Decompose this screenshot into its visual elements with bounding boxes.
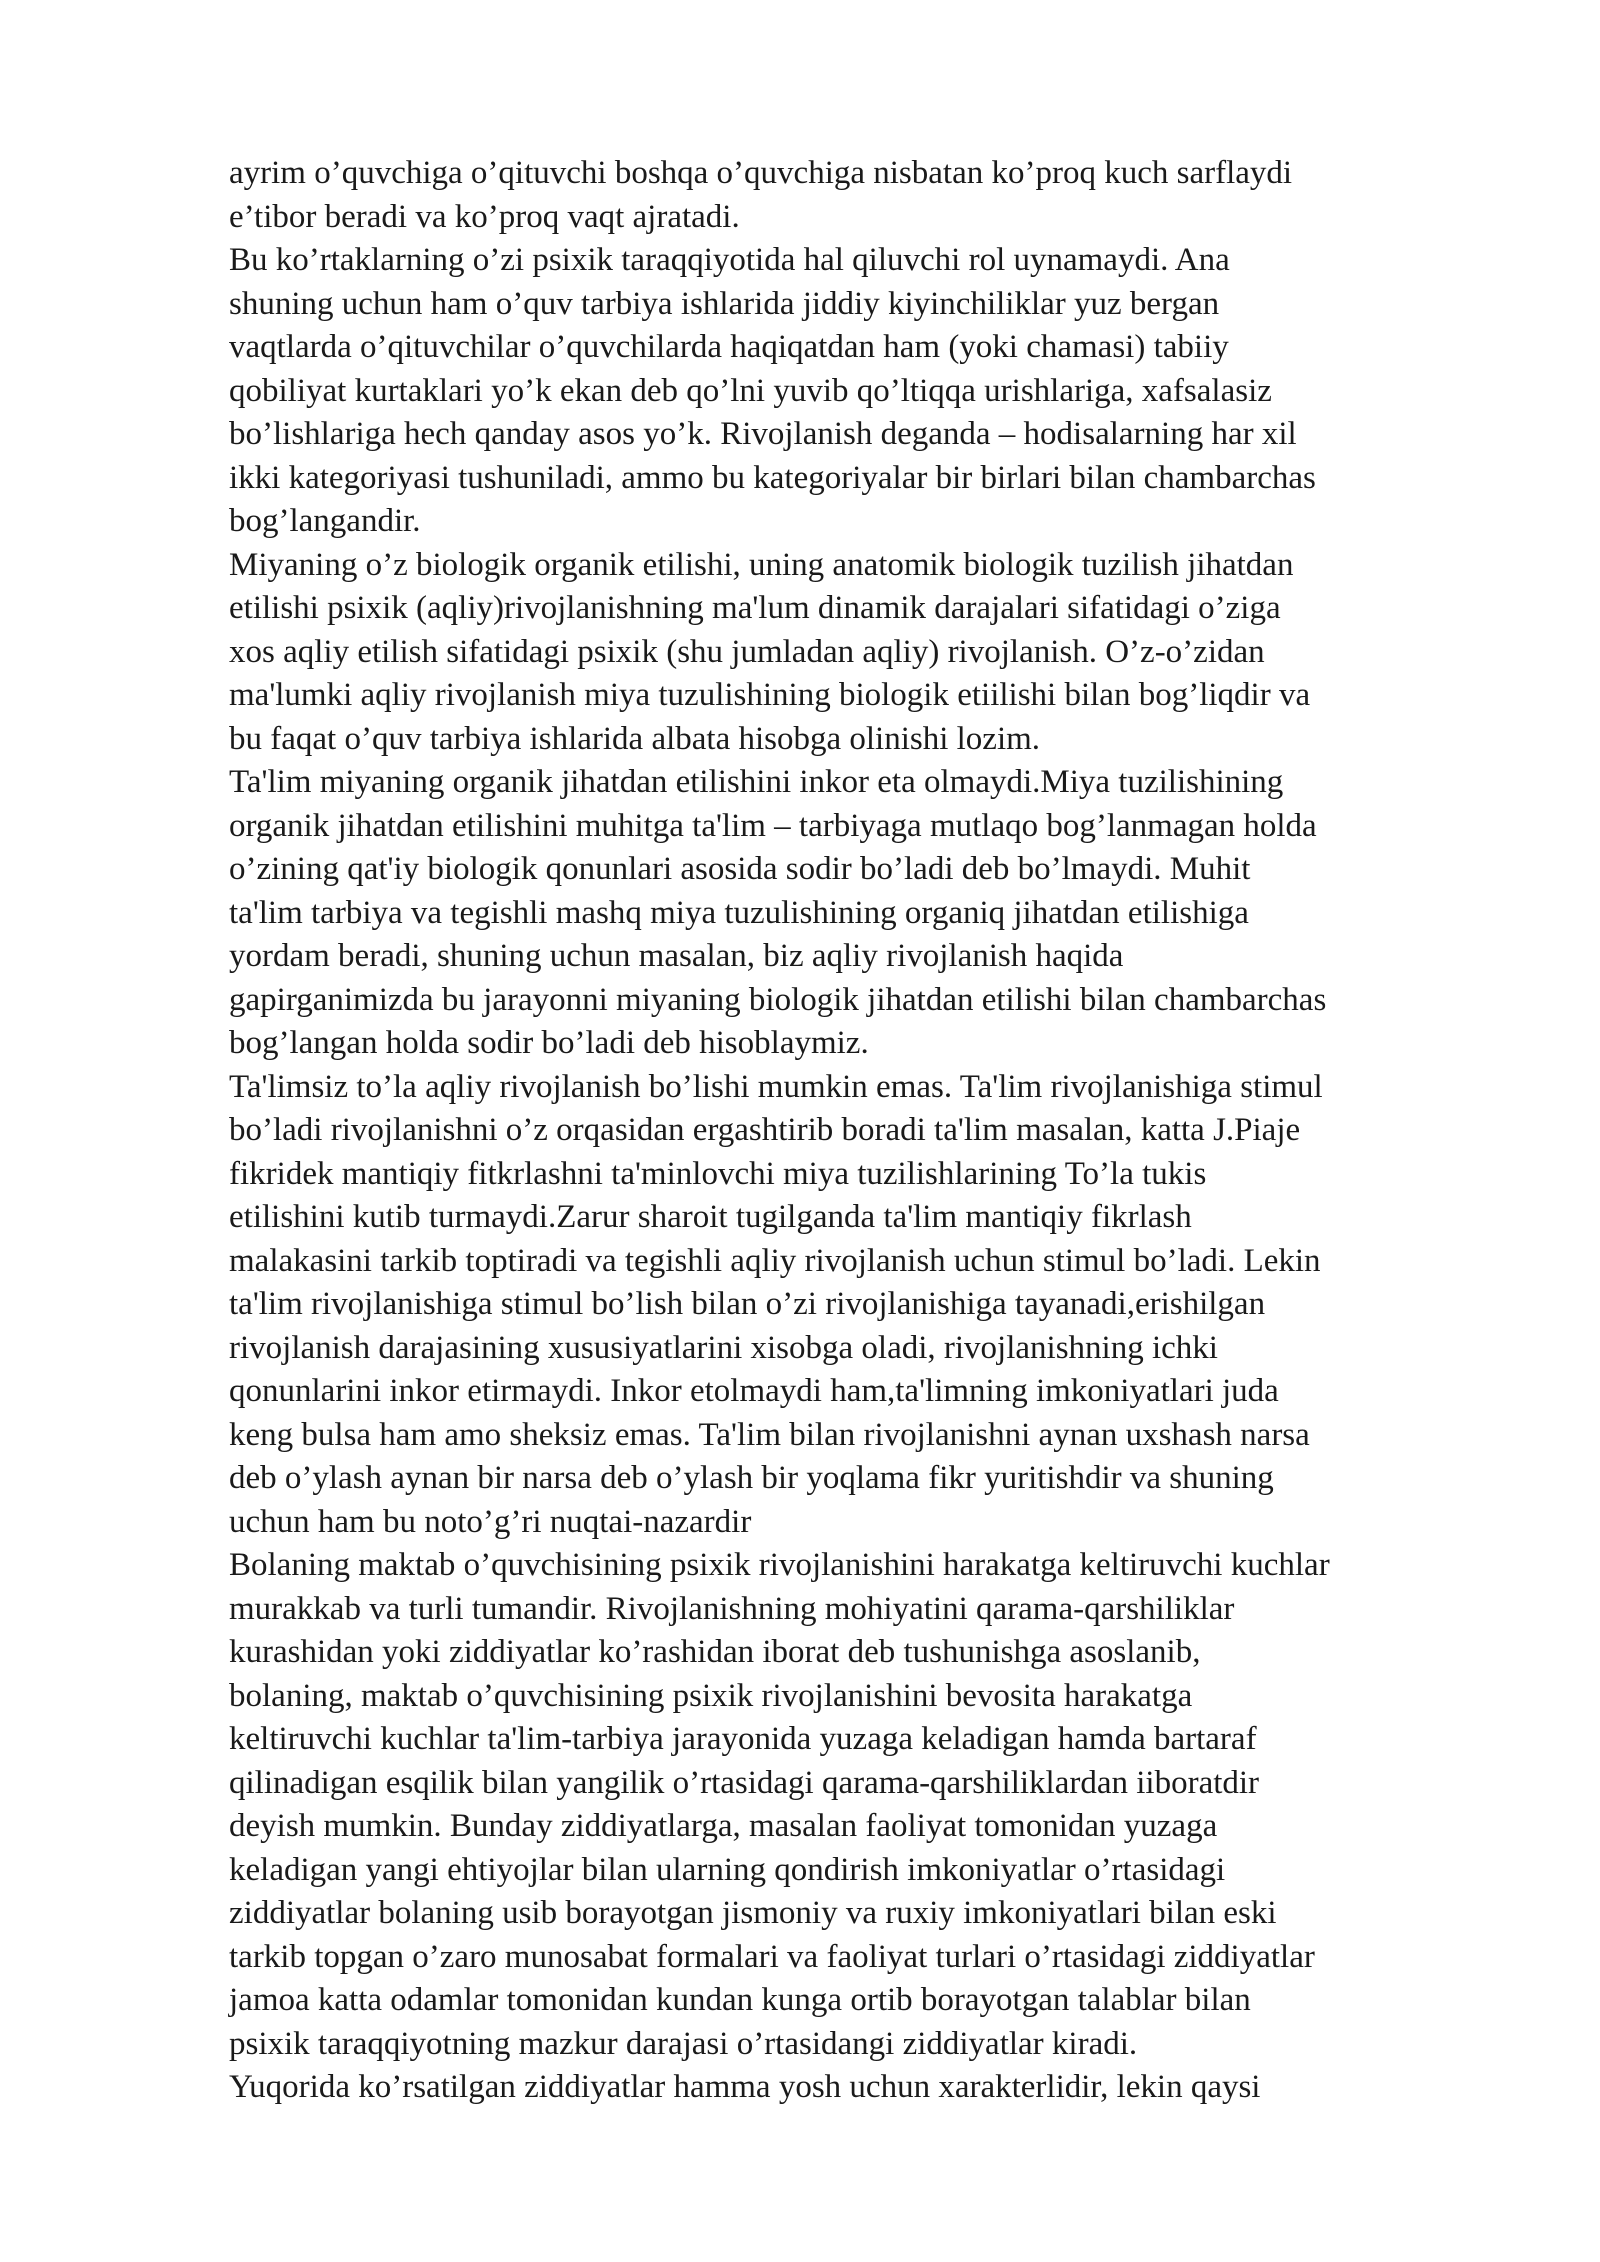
- text-line: bo’lishlariga hech qanday asos yo’k. Rivojlanish deganda – hodisalarning har xil: [229, 416, 1297, 452]
- text-line: rivojlanish darajasining xususiyatlarini xisobga oladi, rivojlanishning ichki: [229, 1329, 1218, 1366]
- text-line: ikki kategoriyasi tushuniladi, ammo bu kategoriyalar bir birlari bilan chambarchas: [229, 459, 1316, 496]
- text-line: deyish mumkin. Bunday ziddiyatlarga, masalan faoliyat tomonidan yuzaga: [229, 1808, 1218, 1844]
- text-line: bu faqat o’quv tarbiya ishlarida albata hisobga olinishi lozim.: [229, 720, 1041, 757]
- text-line: bog’langandir.: [229, 503, 421, 539]
- text-line: ayrim o’quvchiga o’qituvchi boshqa o’quvchiga nisbatan ko’proq kuch sarflaydi: [229, 155, 1293, 191]
- text-line: jamoa katta odamlar tomonidan kundan kunga ortib borayotgan talablar bilan: [229, 1982, 1251, 2018]
- document-body: [229, 152, 1529, 2153]
- text-line: [229, 2110, 1529, 2154]
- text-line: bolaning, maktab o’quvchisining psixik rivojlanishini bevosita harakatga: [229, 1677, 1193, 1714]
- text-line: etilishini kutib turmaydi.Zarur sharoit tugilganda ta'lim mantiqiy fikrlash: [229, 1199, 1192, 1235]
- text-line: Bu ko’rtaklarning o’zi psixik taraqqiyotida hal qiluvchi rol uynamaydi. Ana: [229, 242, 1230, 278]
- text-line: xos aqliy etilish sifatidagi psixik (shu jumladan aqliy) rivojlanish. O’z-o’zidan: [229, 633, 1265, 670]
- text-line: fikridek mantiqiy fitkrlashni ta'minlovchi miya tuzilishlarining To’la tukis: [229, 1155, 1207, 1192]
- text-line: tarkib topgan o’zaro munosabat formalari va faoliyat turlari o’rtasidagi ziddiyatlar: [229, 1938, 1315, 1975]
- text-line: Ta'limsiz to’la aqliy rivojlanish bo’lishi mumkin emas. Ta'lim rivojlanishiga stimul: [229, 1068, 1323, 1105]
- text-line: deb o’ylash aynan bir narsa deb o’ylash bir yoqlama fikr yuritishdir va shuning: [229, 1460, 1274, 1496]
- text-line: qonunlarini inkor etirmaydi. Inkor etolmaydi ham,ta'limning imkoniyatlari juda: [229, 1373, 1279, 1409]
- text-line: bo’ladi rivojlanishni o’z orqasidan ergashtirib boradi ta'lim masalan, katta J.Piaje: [229, 1112, 1301, 1148]
- text-line: Miyaning o’z biologik organik etilishi, uning anatomik biologik tuzilish jihatdan: [229, 546, 1294, 583]
- text-line: etilishi psixik (aqliy)rivojlanishning ma'lum dinamik darajalari sifatidagi o’ziga: [229, 590, 1281, 626]
- text-line: Bolaning maktab o’quvchisining psixik rivojlanishini harakatga keltiruvchi kuchlar: [229, 1547, 1330, 1583]
- text-line: ziddiyatlar bolaning usib borayotgan jismoniy va ruxiy imkoniyatlari bilan eski: [229, 1895, 1277, 1931]
- text-line: uchun ham bu noto’g’ri nuqtai-nazardir: [229, 1503, 752, 1540]
- text-line: keng bulsa ham amo sheksiz emas. Ta'lim bilan rivojlanishni aynan uxshash narsa: [229, 1416, 1310, 1453]
- text-line: ta'lim rivojlanishiga stimul bo’lish bilan o’zi rivojlanishiga tayanadi,erishilgan: [229, 1286, 1266, 1322]
- text-line: keladigan yangi ehtiyojlar bilan ularning qondirish imkoniyatlar o’rtasidagi: [229, 1851, 1226, 1888]
- text-line: vaqtlarda o’qituvchilar o’quvchilarda haqiqatdan ham (yoki chamasi) tabiiy: [229, 329, 1229, 365]
- text-line: murakkab va turli tumandir. Rivojlanishning mohiyatini qarama-qarshiliklar: [229, 1590, 1235, 1627]
- text-line: Yuqorida ko’rsatilgan ziddiyatlar hamma yosh uchun xarakterlidir, lekin qaysi: [229, 2069, 1261, 2105]
- text-line: kurashidan yoki ziddiyatlar ko’rashidan iborat deb tushunishga asoslanib,: [229, 1634, 1201, 1670]
- text-line: yordam beradi, shuning uchun masalan, biz aqliy rivojlanish haqida: [229, 938, 1124, 974]
- text-line: bog’langan holda sodir bo’ladi deb hisoblaymiz.: [229, 1025, 869, 1061]
- text-line: gapirganimizda bu jarayonni miyaning biologik jihatdan etilishi bilan chambarchas: [229, 981, 1327, 1018]
- text-line: o’zining qat'iy biologik qonunlari asosida sodir bo’ladi deb bo’lmaydi. Muhit: [229, 851, 1251, 887]
- text-line: qobiliyat kurtaklari yo’k ekan deb qo’lni yuvib qo’ltiqqa urishlariga, xafsalasiz: [229, 372, 1272, 409]
- text-line: psixik taraqqiyotning mazkur darajasi o’rtasidangi ziddiyatlar kiradi.: [229, 2025, 1138, 2062]
- text-line: ma'lumki aqliy rivojlanish miya tuzulishining biologik etiilishi bilan bog’liqdir va: [229, 677, 1311, 713]
- text-line: malakasini tarkib toptiradi va tegishli aqliy rivojlanish uchun stimul bo’ladi. Lekin: [229, 1242, 1321, 1279]
- text-line: organik jihatdan etilishini muhitga ta'lim – tarbiyaga mutlaqo bog’lanmagan holda: [229, 807, 1317, 844]
- text-line: Ta'lim miyaning organik jihatdan etilishini inkor eta olmaydi.Miya tuzilishining: [229, 764, 1284, 800]
- text-line: e’tibor beradi va ko’proq vaqt ajratadi.: [229, 198, 740, 235]
- text-line: qilinadigan esqilik bilan yangilik o’rtasidagi qarama-qarshiliklardan iiboratdir: [229, 1764, 1260, 1801]
- text-line: keltiruvchi kuchlar ta'lim-tarbiya jarayonida yuzaga keladigan hamda bartaraf: [229, 1721, 1257, 1757]
- text-line: shuning uchun ham o’quv tarbiya ishlarida jiddiy kiyinchiliklar yuz bergan: [229, 285, 1220, 322]
- text-line: ta'lim tarbiya va tegishli mashq miya tuzulishining organiq jihatdan etilishiga: [229, 894, 1249, 931]
